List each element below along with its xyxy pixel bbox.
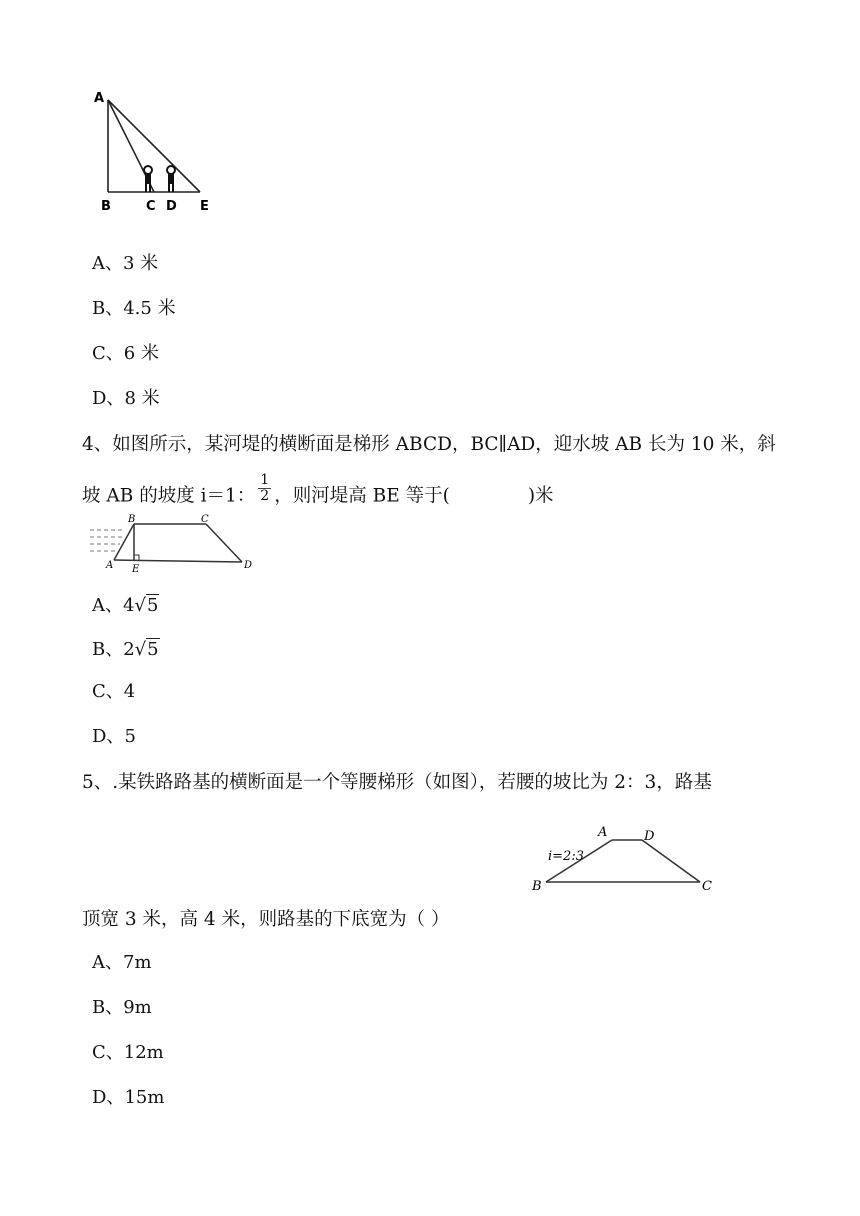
- q4-stem-line-1: 4、如图所示，某河堤的横断面是梯形 ABCD，BC∥AD，迎水坡 AB 长为 10 米，斜: [82, 434, 776, 455]
- q3-option-d: [92, 387, 160, 411]
- q5-stem-line-2: 顶宽 3 米，高 4 米，则路基的下底宽为（ ）: [82, 909, 450, 930]
- q4-option-d: [92, 725, 136, 749]
- sqrt-coefficient: 4: [123, 595, 135, 616]
- q4-option-c: [92, 680, 135, 704]
- label-E: E: [132, 564, 140, 574]
- option-letter: B、: [92, 997, 124, 1018]
- radical-sign: √: [134, 595, 146, 616]
- q5-option-a: [92, 951, 152, 975]
- q5-option-d: [92, 1086, 164, 1110]
- option-text: 8 米: [124, 388, 160, 409]
- radicand: 5: [146, 595, 159, 616]
- option-text: 7m: [123, 952, 152, 973]
- option-letter: D、: [92, 726, 125, 747]
- label-A: A: [94, 91, 105, 106]
- q4-stem-line-2: [82, 472, 554, 512]
- option-text: 4: [123, 681, 136, 702]
- q3-option-b: [92, 297, 176, 321]
- option-text: 12m: [123, 1042, 164, 1063]
- label-E: E: [200, 199, 209, 214]
- label-B: B: [532, 879, 542, 894]
- label-A: A: [598, 825, 608, 840]
- figure-1-triangle: [88, 86, 220, 214]
- option-text: 9m: [123, 997, 152, 1018]
- slope-label: i=2:3: [548, 849, 584, 864]
- label-B: B: [101, 199, 111, 214]
- radicand: 5: [147, 639, 159, 660]
- q5-stem-line-1: 5、.某铁路路基的横断面是一个等腰梯形（如图），若腰的坡比为 2：3，路基: [82, 772, 712, 793]
- figure-3-roadbed: [528, 822, 724, 896]
- option-letter: C、: [92, 1042, 124, 1063]
- figure-2-embankment: [84, 512, 260, 574]
- label-C: C: [146, 199, 156, 214]
- sqrt-coefficient: 2: [123, 639, 135, 660]
- label-D: D: [166, 199, 177, 214]
- q3-option-a: [92, 252, 158, 276]
- option-letter: B、: [92, 298, 124, 319]
- label-B: B: [128, 514, 136, 525]
- person-icon: [166, 165, 176, 192]
- q4-stem-part: ，则河堤高 BE 等于(: [274, 485, 450, 507]
- sqrt-expression: [123, 638, 159, 660]
- q5-option-b: [92, 996, 152, 1020]
- q4-option-b: [92, 638, 160, 662]
- option-text: 3 米: [123, 253, 159, 274]
- fraction: [258, 473, 271, 504]
- fraction-numerator: 1: [260, 472, 270, 488]
- option-letter: C、: [92, 681, 124, 702]
- option-letter: D、: [92, 388, 125, 409]
- label-C: C: [201, 514, 209, 525]
- label-D: D: [244, 560, 253, 571]
- option-letter: A、: [92, 253, 123, 274]
- q5-option-c: [92, 1041, 164, 1065]
- option-letter: D、: [92, 1087, 125, 1108]
- q4-option-a: [92, 594, 159, 618]
- q4-stem-part: )米: [527, 485, 554, 507]
- q3-option-c: [92, 342, 159, 366]
- fraction-denominator: 2: [260, 488, 270, 504]
- q4-stem-part: 坡 AB 的坡度 i＝1：: [82, 485, 256, 507]
- label-C: C: [702, 879, 712, 894]
- option-letter: A、: [92, 952, 123, 973]
- option-text: 15m: [124, 1087, 165, 1108]
- sqrt-expression: [123, 594, 159, 616]
- option-letter: B、: [92, 639, 124, 660]
- label-A: A: [106, 560, 114, 571]
- label-D: D: [644, 829, 655, 844]
- radical-sign: √: [134, 639, 147, 660]
- option-text: 5: [124, 726, 136, 747]
- option-text: 4.5 米: [123, 298, 176, 319]
- option-text: 6 米: [123, 343, 159, 364]
- option-letter: C、: [92, 343, 124, 364]
- option-letter: A、: [92, 595, 123, 616]
